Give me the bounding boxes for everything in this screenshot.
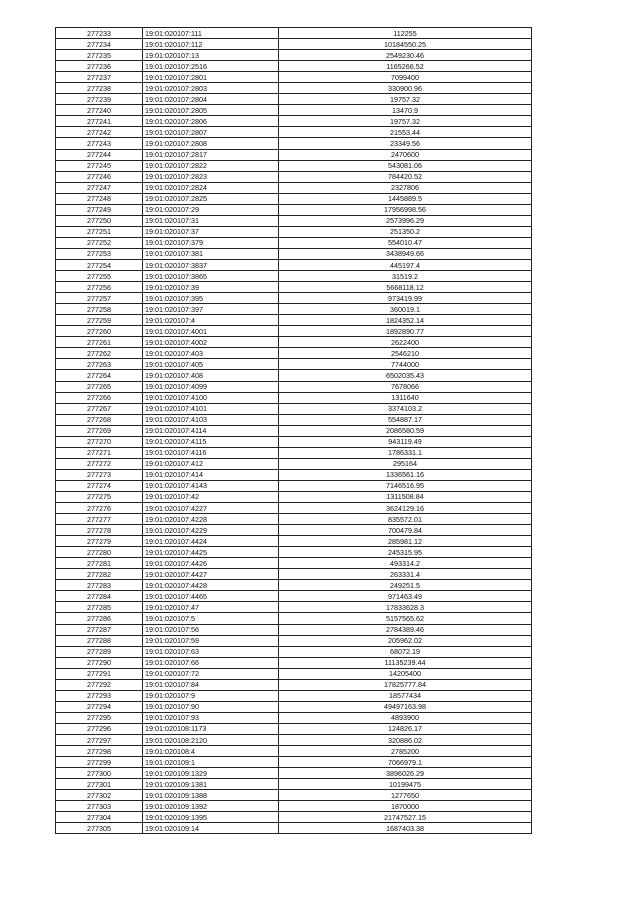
- table-row: [56, 613, 532, 624]
- row-index-cell: 277242: [56, 127, 143, 138]
- cadastral-number-cell: 19:01:020107:13: [143, 50, 279, 61]
- row-index-cell: 277268: [56, 414, 143, 425]
- row-index-cell: 277244: [56, 149, 143, 160]
- value-cell: 17825777.84: [279, 679, 532, 690]
- cadastral-number-cell: 19:01:020107:2825: [143, 193, 279, 204]
- row-index-cell: 277261: [56, 337, 143, 348]
- value-cell: 700479.84: [279, 525, 532, 536]
- value-cell: 835572.01: [279, 514, 532, 525]
- cadastral-number-cell: 19:01:020107:4099: [143, 381, 279, 392]
- row-index-cell: 277294: [56, 701, 143, 712]
- cadastral-number-cell: 19:01:020107:5: [143, 613, 279, 624]
- row-index-cell: 277254: [56, 259, 143, 270]
- value-cell: 19757.32: [279, 94, 532, 105]
- table-row: [56, 282, 532, 293]
- row-index-cell: 277287: [56, 624, 143, 635]
- table-row: [56, 61, 532, 72]
- row-index-cell: 277301: [56, 779, 143, 790]
- value-cell: 11135239.44: [279, 657, 532, 668]
- cadastral-number-cell: 19:01:020107:66: [143, 657, 279, 668]
- table-row: [56, 337, 532, 348]
- value-cell: 10184550.25: [279, 39, 532, 50]
- row-index-cell: 277259: [56, 315, 143, 326]
- row-index-cell: 277299: [56, 757, 143, 768]
- table-row: [56, 105, 532, 116]
- value-cell: 249251.5: [279, 580, 532, 591]
- row-index-cell: 277295: [56, 712, 143, 723]
- row-index-cell: 277270: [56, 436, 143, 447]
- row-index-cell: 277290: [56, 657, 143, 668]
- table-row: [56, 469, 532, 480]
- table-row: [56, 823, 532, 834]
- value-cell: 1277650: [279, 790, 532, 801]
- table-row: [56, 370, 532, 381]
- cadastral-number-cell: 19:01:020107:4: [143, 315, 279, 326]
- row-index-cell: 277233: [56, 28, 143, 39]
- row-index-cell: 277241: [56, 116, 143, 127]
- row-index-cell: 277266: [56, 392, 143, 403]
- row-index-cell: 277251: [56, 226, 143, 237]
- row-index-cell: 277235: [56, 50, 143, 61]
- cadastral-number-cell: 19:01:020107:414: [143, 469, 279, 480]
- cadastral-number-cell: 19:01:020107:29: [143, 204, 279, 215]
- table-row: [56, 226, 532, 237]
- table-row: [56, 182, 532, 193]
- row-index-cell: 277288: [56, 635, 143, 646]
- value-cell: 1892890.77: [279, 326, 532, 337]
- row-index-cell: 277252: [56, 237, 143, 248]
- value-cell: 245315.95: [279, 547, 532, 558]
- row-index-cell: 277265: [56, 381, 143, 392]
- value-cell: 205962.02: [279, 635, 532, 646]
- table-row: [56, 193, 532, 204]
- cadastral-number-cell: 19:01:020107:2823: [143, 171, 279, 182]
- cadastral-number-cell: 19:01:020107:2803: [143, 83, 279, 94]
- cadastral-number-cell: 19:01:020107:47: [143, 602, 279, 613]
- table-row: [56, 525, 532, 536]
- row-index-cell: 277279: [56, 536, 143, 547]
- cadastral-number-cell: 19:01:020107:2516: [143, 61, 279, 72]
- cadastral-number-cell: 19:01:020107:93: [143, 712, 279, 723]
- value-cell: 1311640: [279, 392, 532, 403]
- value-cell: 1336561.16: [279, 469, 532, 480]
- cadastral-number-cell: 19:01:020107:4116: [143, 447, 279, 458]
- value-cell: 2622400: [279, 337, 532, 348]
- row-index-cell: 277286: [56, 613, 143, 624]
- cadastral-number-cell: 19:01:020107:4103: [143, 414, 279, 425]
- value-cell: 21553.44: [279, 127, 532, 138]
- cadastral-number-cell: 19:01:020107:4228: [143, 514, 279, 525]
- cadastral-number-cell: 19:01:020107:4427: [143, 569, 279, 580]
- cadastral-number-cell: 19:01:020108:1173: [143, 723, 279, 734]
- table-row: [56, 746, 532, 757]
- cadastral-number-cell: 19:01:020107:4227: [143, 503, 279, 514]
- row-index-cell: 277236: [56, 61, 143, 72]
- table-row: [56, 558, 532, 569]
- cadastral-number-cell: 19:01:020107:2817: [143, 149, 279, 160]
- row-index-cell: 277272: [56, 458, 143, 469]
- cadastral-number-cell: 19:01:020107:4114: [143, 425, 279, 436]
- table-row: [56, 237, 532, 248]
- cadastral-number-cell: 19:01:020107:397: [143, 304, 279, 315]
- value-cell: 5668118.12: [279, 282, 532, 293]
- cadastral-number-cell: 19:01:020109:1381: [143, 779, 279, 790]
- table-row: [56, 547, 532, 558]
- table-row: [56, 812, 532, 823]
- table-row: [56, 149, 532, 160]
- cadastral-number-cell: 19:01:020107:408: [143, 370, 279, 381]
- table-row: [56, 790, 532, 801]
- cadastral-number-cell: 19:01:020107:31: [143, 215, 279, 226]
- table-row: [56, 160, 532, 171]
- row-index-cell: 277253: [56, 248, 143, 259]
- table-row: [56, 536, 532, 547]
- cadastral-number-cell: 19:01:020107:4002: [143, 337, 279, 348]
- cadastral-number-cell: 19:01:020107:3837: [143, 259, 279, 270]
- value-cell: 18577434: [279, 690, 532, 701]
- value-cell: 7146516.95: [279, 480, 532, 491]
- row-index-cell: 277240: [56, 105, 143, 116]
- table-row: [56, 503, 532, 514]
- table-row: [56, 657, 532, 668]
- table-row: [56, 447, 532, 458]
- cadastral-number-cell: 19:01:020107:63: [143, 646, 279, 657]
- cadastral-number-cell: 19:01:020107:4424: [143, 536, 279, 547]
- cadastral-number-cell: 19:01:020107:59: [143, 635, 279, 646]
- value-cell: 2327806: [279, 182, 532, 193]
- table-row: [56, 259, 532, 270]
- row-index-cell: 277263: [56, 359, 143, 370]
- table-row: [56, 127, 532, 138]
- value-cell: 784420.52: [279, 171, 532, 182]
- table-body: [56, 28, 532, 834]
- cadastral-number-cell: 19:01:020107:2808: [143, 138, 279, 149]
- value-cell: 2784389.46: [279, 624, 532, 635]
- cadastral-number-cell: 19:01:020107:90: [143, 701, 279, 712]
- table-row: [56, 480, 532, 491]
- table-row: [56, 204, 532, 215]
- cadastral-number-cell: 19:01:020108:2120: [143, 735, 279, 746]
- row-index-cell: 277267: [56, 403, 143, 414]
- cadastral-number-cell: 19:01:020107:37: [143, 226, 279, 237]
- value-cell: 68072.19: [279, 646, 532, 657]
- cadastral-number-cell: 19:01:020107:4115: [143, 436, 279, 447]
- table-row: [56, 668, 532, 679]
- value-cell: 2785200: [279, 746, 532, 757]
- value-cell: 543081.06: [279, 160, 532, 171]
- row-index-cell: 277289: [56, 646, 143, 657]
- value-cell: 31519.2: [279, 271, 532, 282]
- cadastral-number-cell: 19:01:020109:14: [143, 823, 279, 834]
- table-row: [56, 779, 532, 790]
- table-row: [56, 138, 532, 149]
- row-index-cell: 277293: [56, 690, 143, 701]
- row-index-cell: 277305: [56, 823, 143, 834]
- value-cell: 1786331.1: [279, 447, 532, 458]
- value-cell: 13470.9: [279, 105, 532, 116]
- cadastral-number-cell: 19:01:020107:4001: [143, 326, 279, 337]
- table-row: [56, 425, 532, 436]
- value-cell: 3896026.29: [279, 768, 532, 779]
- value-cell: 330900.96: [279, 83, 532, 94]
- cadastral-number-cell: 19:01:020107:4100: [143, 392, 279, 403]
- table-row: [56, 381, 532, 392]
- cadastral-number-cell: 19:01:020109:1: [143, 757, 279, 768]
- table-row: [56, 801, 532, 812]
- table-row: [56, 712, 532, 723]
- value-cell: 1311508.84: [279, 491, 532, 502]
- cadastral-number-cell: 19:01:020107:3865: [143, 271, 279, 282]
- table-row: [56, 83, 532, 94]
- row-index-cell: 277284: [56, 591, 143, 602]
- row-index-cell: 277300: [56, 768, 143, 779]
- cadastral-number-cell: 19:01:020107:4143: [143, 480, 279, 491]
- row-index-cell: 277264: [56, 370, 143, 381]
- cadastral-number-cell: 19:01:020107:4465: [143, 591, 279, 602]
- data-table: [55, 27, 532, 834]
- table-row: [56, 348, 532, 359]
- row-index-cell: 277248: [56, 193, 143, 204]
- cadastral-number-cell: 19:01:020107:84: [143, 679, 279, 690]
- value-cell: 21747527.15: [279, 812, 532, 823]
- row-index-cell: 277234: [56, 39, 143, 50]
- table-row: [56, 326, 532, 337]
- table-row: [56, 116, 532, 127]
- row-index-cell: 277291: [56, 668, 143, 679]
- cadastral-number-cell: 19:01:020107:4101: [143, 403, 279, 414]
- value-cell: 1445889.5: [279, 193, 532, 204]
- row-index-cell: 277280: [56, 547, 143, 558]
- value-cell: 263331.4: [279, 569, 532, 580]
- cadastral-number-cell: 19:01:020107:2805: [143, 105, 279, 116]
- row-index-cell: 277292: [56, 679, 143, 690]
- table-row: [56, 646, 532, 657]
- row-index-cell: 277247: [56, 182, 143, 193]
- row-index-cell: 277243: [56, 138, 143, 149]
- value-cell: 943119.49: [279, 436, 532, 447]
- table-row: [56, 304, 532, 315]
- value-cell: 10199475: [279, 779, 532, 790]
- row-index-cell: 277303: [56, 801, 143, 812]
- table-row: [56, 690, 532, 701]
- value-cell: 320886.02: [279, 735, 532, 746]
- cadastral-number-cell: 19:01:020107:42: [143, 491, 279, 502]
- row-index-cell: 277285: [56, 602, 143, 613]
- value-cell: 493314.2: [279, 558, 532, 569]
- table-row: [56, 624, 532, 635]
- row-index-cell: 277278: [56, 525, 143, 536]
- value-cell: 3374103.2: [279, 403, 532, 414]
- cadastral-number-cell: 19:01:020109:1392: [143, 801, 279, 812]
- table-row: [56, 248, 532, 259]
- cadastral-number-cell: 19:01:020107:381: [143, 248, 279, 259]
- table-row: [56, 436, 532, 447]
- value-cell: 1165266.52: [279, 61, 532, 72]
- row-index-cell: 277298: [56, 746, 143, 757]
- cadastral-number-cell: 19:01:020107:4425: [143, 547, 279, 558]
- cadastral-number-cell: 19:01:020107:2822: [143, 160, 279, 171]
- table-row: [56, 50, 532, 61]
- cadastral-number-cell: 19:01:020107:379: [143, 237, 279, 248]
- value-cell: 971463.49: [279, 591, 532, 602]
- cadastral-number-cell: 19:01:020107:405: [143, 359, 279, 370]
- row-index-cell: 277277: [56, 514, 143, 525]
- table-row: [56, 591, 532, 602]
- row-index-cell: 277304: [56, 812, 143, 823]
- value-cell: 49497163.98: [279, 701, 532, 712]
- cadastral-number-cell: 19:01:020107:39: [143, 282, 279, 293]
- row-index-cell: 277255: [56, 271, 143, 282]
- cadastral-number-cell: 19:01:020107:2804: [143, 94, 279, 105]
- table-row: [56, 679, 532, 690]
- cadastral-number-cell: 19:01:020107:112: [143, 39, 279, 50]
- table-row: [56, 28, 532, 39]
- row-index-cell: 277282: [56, 569, 143, 580]
- table-row: [56, 491, 532, 502]
- value-cell: 17956998.56: [279, 204, 532, 215]
- row-index-cell: 277283: [56, 580, 143, 591]
- row-index-cell: 277256: [56, 282, 143, 293]
- value-cell: 19757.32: [279, 116, 532, 127]
- cadastral-number-cell: 19:01:020107:2806: [143, 116, 279, 127]
- cadastral-number-cell: 19:01:020107:4428: [143, 580, 279, 591]
- row-index-cell: 277250: [56, 215, 143, 226]
- row-index-cell: 277257: [56, 293, 143, 304]
- table-row: [56, 72, 532, 83]
- table-row: [56, 458, 532, 469]
- value-cell: 7744000: [279, 359, 532, 370]
- table-row: [56, 94, 532, 105]
- cadastral-number-cell: 19:01:020107:412: [143, 458, 279, 469]
- value-cell: 554010.47: [279, 237, 532, 248]
- cadastral-number-cell: 19:01:020107:9: [143, 690, 279, 701]
- row-index-cell: 277262: [56, 348, 143, 359]
- value-cell: 2470600: [279, 149, 532, 160]
- row-index-cell: 277276: [56, 503, 143, 514]
- row-index-cell: 277239: [56, 94, 143, 105]
- value-cell: 285981.12: [279, 536, 532, 547]
- row-index-cell: 277296: [56, 723, 143, 734]
- table-row: [56, 635, 532, 646]
- cadastral-number-cell: 19:01:020107:56: [143, 624, 279, 635]
- cadastral-number-cell: 19:01:020108:4: [143, 746, 279, 757]
- value-cell: 1824352.14: [279, 315, 532, 326]
- table-row: [56, 768, 532, 779]
- value-cell: 3438949.66: [279, 248, 532, 259]
- table-row: [56, 293, 532, 304]
- row-index-cell: 277297: [56, 735, 143, 746]
- value-cell: 2546210: [279, 348, 532, 359]
- row-index-cell: 277249: [56, 204, 143, 215]
- row-index-cell: 277260: [56, 326, 143, 337]
- row-index-cell: 277273: [56, 469, 143, 480]
- value-cell: 7678066: [279, 381, 532, 392]
- value-cell: 295164: [279, 458, 532, 469]
- row-index-cell: 277246: [56, 171, 143, 182]
- value-cell: 445197.4: [279, 259, 532, 270]
- row-index-cell: 277238: [56, 83, 143, 94]
- row-index-cell: 277302: [56, 790, 143, 801]
- table-row: [56, 701, 532, 712]
- value-cell: 1870000: [279, 801, 532, 812]
- row-index-cell: 277237: [56, 72, 143, 83]
- value-cell: 17833628.3: [279, 602, 532, 613]
- cadastral-number-cell: 19:01:020107:111: [143, 28, 279, 39]
- cadastral-number-cell: 19:01:020107:403: [143, 348, 279, 359]
- table-row: [56, 602, 532, 613]
- cadastral-number-cell: 19:01:020107:2807: [143, 127, 279, 138]
- row-index-cell: 277275: [56, 491, 143, 502]
- table-row: [56, 271, 532, 282]
- cadastral-number-cell: 19:01:020109:1329: [143, 768, 279, 779]
- cadastral-number-cell: 19:01:020107:2824: [143, 182, 279, 193]
- value-cell: 973419.99: [279, 293, 532, 304]
- row-index-cell: 277258: [56, 304, 143, 315]
- value-cell: 7066979.1: [279, 757, 532, 768]
- value-cell: 124826.17: [279, 723, 532, 734]
- value-cell: 4893900: [279, 712, 532, 723]
- table-row: [56, 723, 532, 734]
- cadastral-number-cell: 19:01:020107:4426: [143, 558, 279, 569]
- cadastral-number-cell: 19:01:020107:4229: [143, 525, 279, 536]
- table-row: [56, 757, 532, 768]
- table-row: [56, 392, 532, 403]
- cadastral-number-cell: 19:01:020109:1395: [143, 812, 279, 823]
- table-row: [56, 735, 532, 746]
- table-row: [56, 171, 532, 182]
- value-cell: 5157565.62: [279, 613, 532, 624]
- value-cell: 251350.2: [279, 226, 532, 237]
- value-cell: 2086580.59: [279, 425, 532, 436]
- row-index-cell: 277274: [56, 480, 143, 491]
- cadastral-number-cell: 19:01:020107:2801: [143, 72, 279, 83]
- row-index-cell: 277271: [56, 447, 143, 458]
- cadastral-number-cell: 19:01:020107:72: [143, 668, 279, 679]
- table-row: [56, 403, 532, 414]
- cadastral-number-cell: 19:01:020109:1388: [143, 790, 279, 801]
- cadastral-number-cell: 19:01:020107:395: [143, 293, 279, 304]
- table-row: [56, 215, 532, 226]
- table-row: [56, 39, 532, 50]
- table-row: [56, 514, 532, 525]
- table-row: [56, 580, 532, 591]
- value-cell: 2573996.29: [279, 215, 532, 226]
- value-cell: 3624129.16: [279, 503, 532, 514]
- value-cell: 2549230.46: [279, 50, 532, 61]
- value-cell: 1687403.38: [279, 823, 532, 834]
- value-cell: 7099400: [279, 72, 532, 83]
- table-row: [56, 414, 532, 425]
- value-cell: 14205400: [279, 668, 532, 679]
- value-cell: 360019.1: [279, 304, 532, 315]
- table-row: [56, 315, 532, 326]
- row-index-cell: 277281: [56, 558, 143, 569]
- value-cell: 23349.56: [279, 138, 532, 149]
- table-row: [56, 359, 532, 370]
- value-cell: 112255: [279, 28, 532, 39]
- row-index-cell: 277269: [56, 425, 143, 436]
- value-cell: 6502035.43: [279, 370, 532, 381]
- row-index-cell: 277245: [56, 160, 143, 171]
- value-cell: 554887.17: [279, 414, 532, 425]
- table-row: [56, 569, 532, 580]
